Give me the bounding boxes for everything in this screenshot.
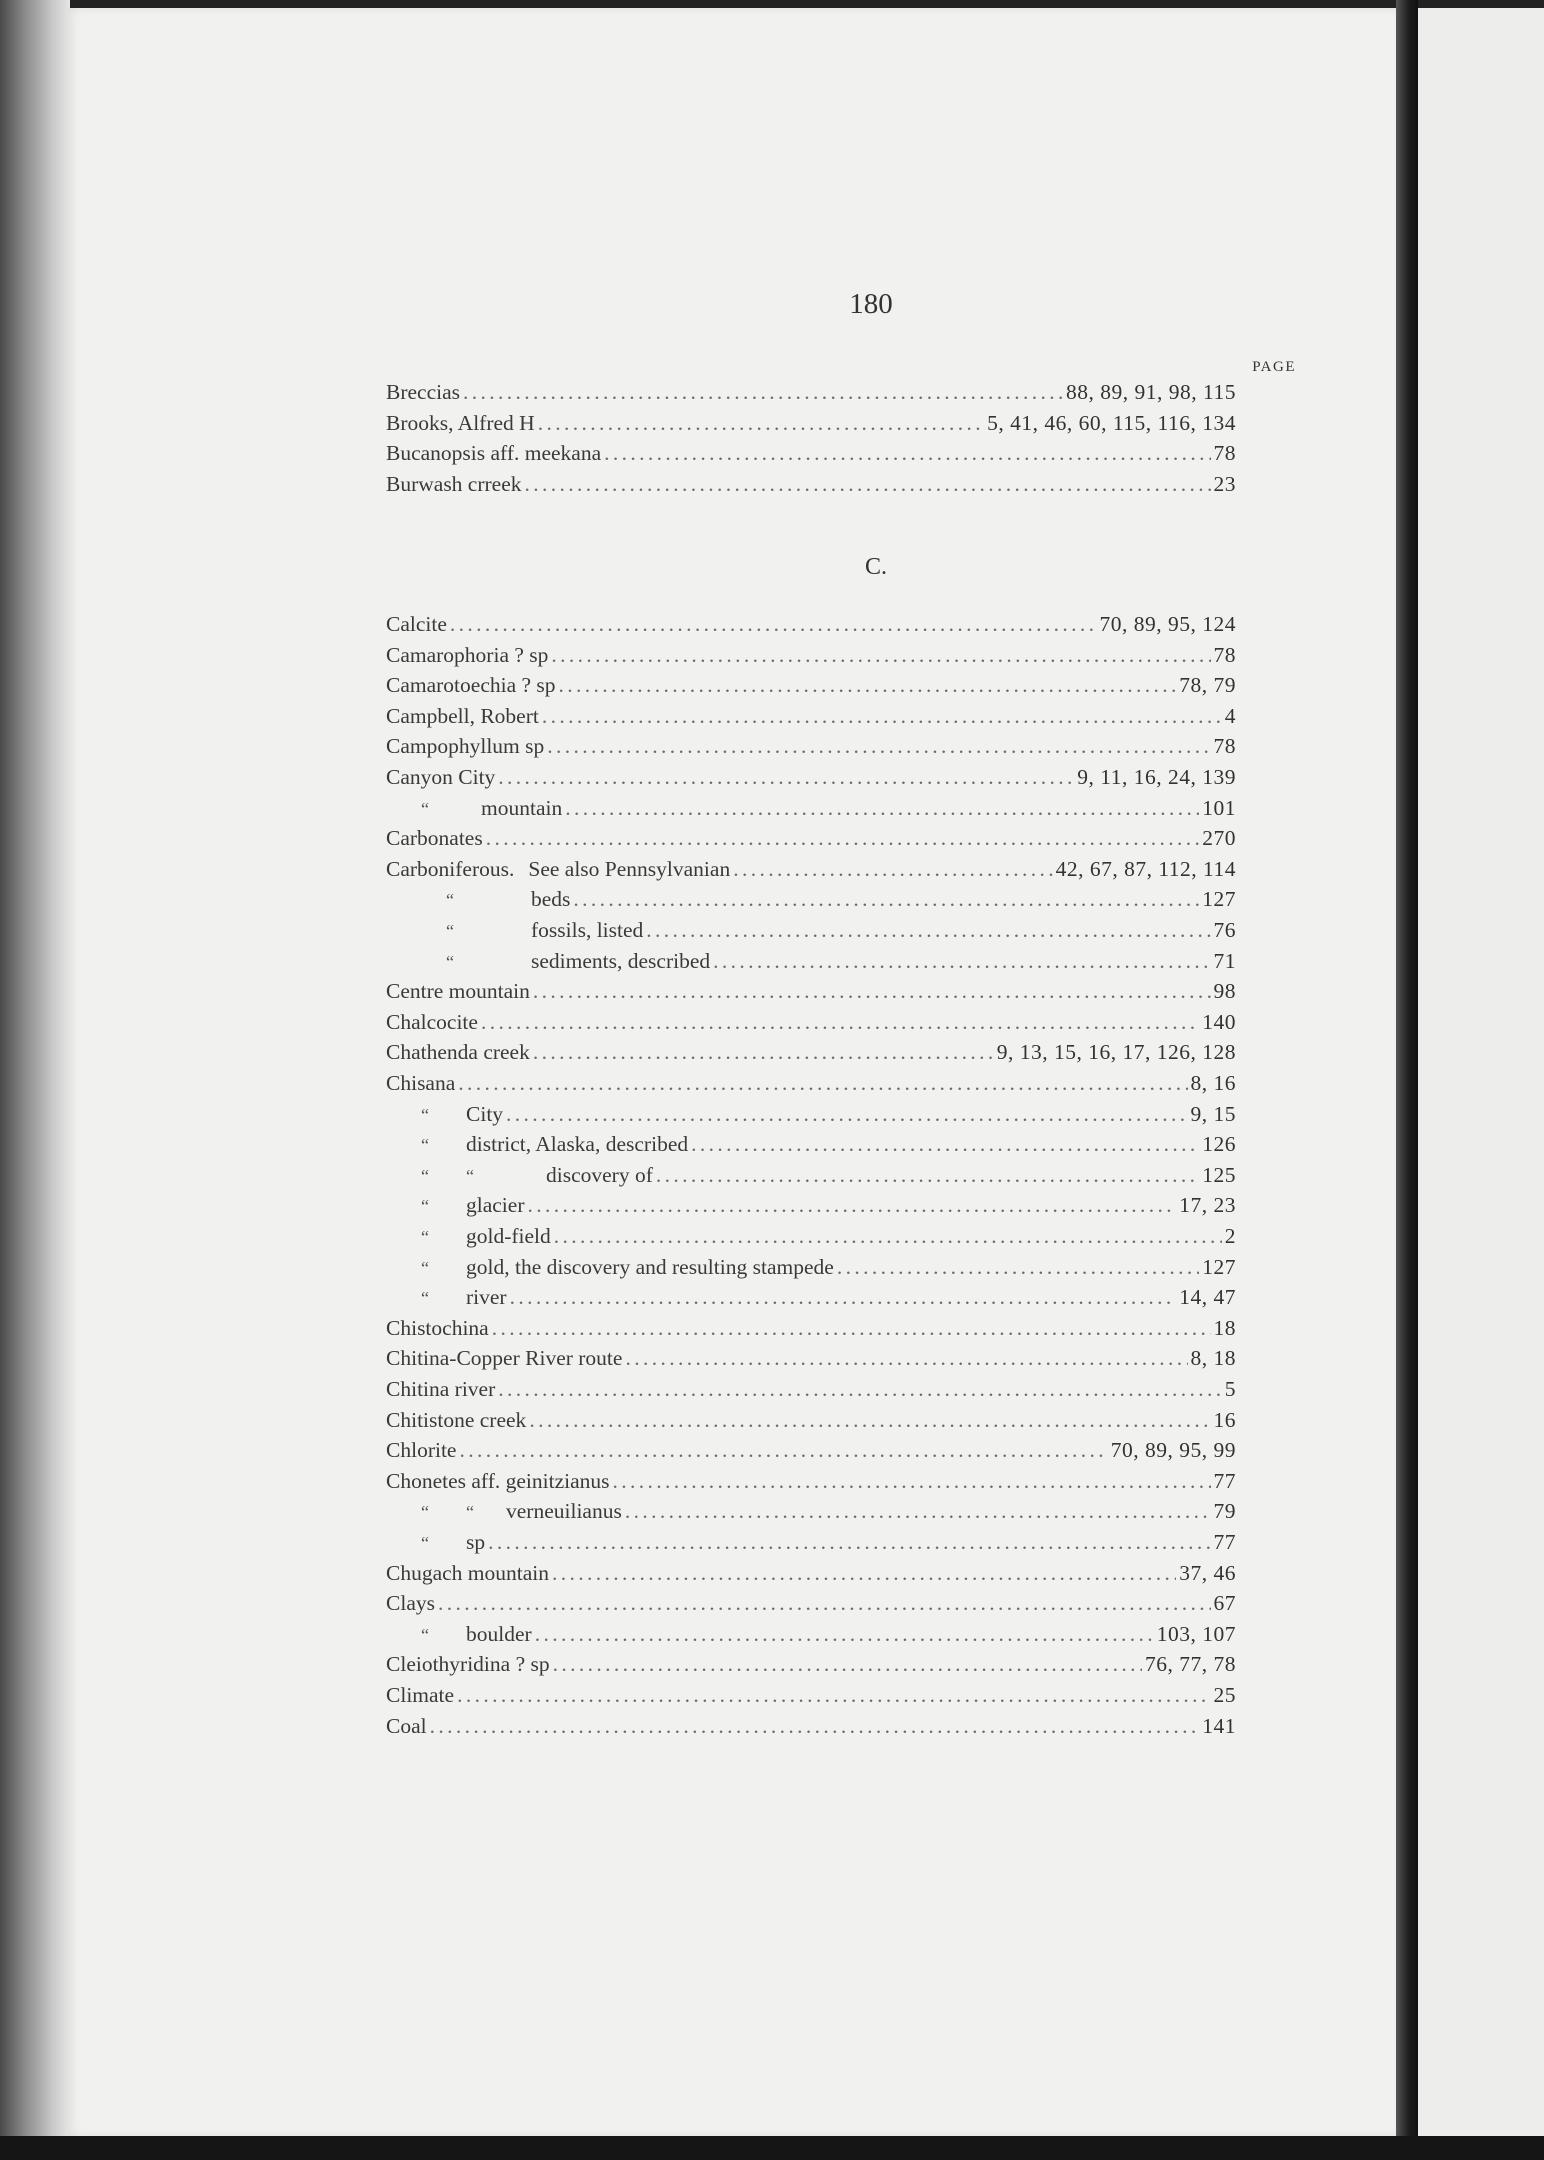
dot-leader	[533, 1040, 994, 1065]
index-entry	[386, 979, 1236, 1009]
dot-leader	[551, 643, 1210, 668]
entry-lead	[386, 734, 544, 759]
entry-lead	[386, 1102, 503, 1127]
dot-leader	[552, 1561, 1176, 1586]
entry-page-references: 9, 11, 16, 24, 139	[1077, 765, 1236, 789]
dot-leader	[510, 1285, 1177, 1310]
entry-term: Climate	[386, 1683, 455, 1707]
entry-page-references: 2	[1224, 1224, 1236, 1248]
entry-term: Chitina-Copper River route	[386, 1346, 623, 1371]
ditto-mark: “	[421, 1624, 429, 1645]
entry-page-references: 270	[1202, 826, 1236, 851]
index-entry	[386, 1346, 1236, 1376]
entry-page-references: 23	[1213, 471, 1236, 496]
dot-leader	[506, 1102, 1187, 1127]
entry-term: Camarophoria ? sp	[386, 642, 549, 667]
entry-term: Brooks, Alfred H	[386, 410, 535, 435]
entry-page-references: 25	[1213, 1683, 1236, 1707]
entry-term: Canyon City	[386, 765, 496, 789]
entry-lead	[386, 1622, 532, 1647]
index-entry	[386, 887, 1236, 917]
entry-lead	[386, 1316, 489, 1341]
entry-term: glacier	[466, 1193, 525, 1218]
entry-page-references: 9, 13, 15, 16, 17, 126, 128	[996, 1040, 1236, 1065]
dot-leader	[459, 1438, 1107, 1463]
entry-page-references: 103, 107	[1156, 1621, 1236, 1646]
entry-page-references: 9, 15	[1190, 1101, 1236, 1126]
entry-page-references: 4	[1224, 703, 1236, 728]
entry-term: mountain	[481, 795, 563, 820]
entry-term: Bucanopsis aff. meekana	[386, 441, 602, 466]
dot-leader	[438, 1591, 1211, 1616]
entry-lead	[386, 765, 495, 790]
entry-lead	[386, 979, 530, 1004]
entry-lead	[386, 380, 460, 405]
index-entry	[386, 380, 1236, 410]
index-entry	[386, 441, 1236, 471]
index-entry	[386, 1683, 1236, 1713]
index-entry	[386, 1285, 1236, 1315]
entry-term: fossils, listed	[531, 918, 644, 942]
entry-page-references: 37, 46	[1179, 1560, 1236, 1585]
entry-term: Breccias	[386, 380, 461, 404]
dot-leader	[492, 1316, 1211, 1341]
entry-lead	[386, 826, 483, 851]
dot-leader	[565, 796, 1199, 821]
entry-lead	[386, 1040, 530, 1065]
entry-page-references: 5, 41, 46, 60, 115, 116, 134	[987, 410, 1236, 435]
entry-page-references: 98	[1213, 979, 1236, 1004]
dot-leader	[547, 734, 1210, 759]
entry-lead	[386, 1469, 610, 1494]
book-page	[66, 8, 1396, 2136]
entry-term: Chitistone creek	[386, 1407, 527, 1432]
index-entries	[66, 8, 1396, 2136]
dot-leader	[457, 1683, 1210, 1708]
ditto-mark: “	[446, 890, 454, 911]
entry-term: Chalcocite	[386, 1009, 478, 1034]
entry-term: river	[466, 1285, 507, 1310]
index-entry	[386, 673, 1236, 703]
entry-term: Carboniferous.	[386, 856, 515, 881]
entry-term: Chlorite	[386, 1438, 457, 1463]
entry-lead	[386, 1377, 495, 1402]
entry-page-references: 78, 79	[1179, 673, 1236, 698]
index-entry	[386, 734, 1236, 764]
section-heading-c: C.	[864, 554, 887, 580]
index-entry	[386, 1132, 1236, 1162]
entry-page-references: 5	[1224, 1377, 1236, 1401]
ditto-mark: “	[421, 1257, 429, 1278]
dot-leader	[535, 1622, 1154, 1647]
ditto-mark: “	[421, 1227, 429, 1247]
index-entry	[386, 949, 1236, 979]
dot-leader	[713, 949, 1210, 974]
dot-leader	[533, 979, 1211, 1004]
entry-page-references: 78	[1213, 642, 1236, 667]
entry-term: gold, the discovery and resulting stampede	[466, 1254, 834, 1279]
entry-page-references: 70, 89, 95, 124	[1099, 612, 1236, 636]
entry-lead	[386, 411, 535, 436]
ditto-mark-second: “	[466, 1502, 474, 1523]
ditto-mark: “	[446, 951, 454, 972]
dot-leader	[542, 704, 1222, 729]
index-entry	[386, 1102, 1236, 1132]
entry-lead	[386, 796, 562, 821]
index-entry	[386, 796, 1236, 826]
entry-term: Burwash crreek	[386, 471, 522, 496]
ditto-mark: “	[421, 1502, 429, 1523]
entry-page-references: 67	[1213, 1591, 1236, 1616]
index-entry	[386, 1652, 1236, 1682]
entry-page-references: 42, 67, 87, 112, 114	[1055, 856, 1236, 881]
dot-leader	[430, 1714, 1200, 1739]
entry-lead	[386, 673, 556, 698]
index-entry	[386, 472, 1236, 502]
book-gutter	[1396, 0, 1418, 2160]
entry-page-references: 70, 89, 95, 99	[1110, 1438, 1236, 1463]
entry-term: verneuilianus	[506, 1499, 622, 1524]
entry-page-references: 78	[1213, 441, 1236, 466]
entry-term: Campbell, Robert	[386, 703, 539, 728]
dot-leader	[450, 612, 1097, 637]
scan-bottom-edge	[0, 2136, 1544, 2160]
dot-leader	[538, 411, 984, 436]
ditto-mark: “	[421, 1135, 429, 1156]
index-entry	[386, 1714, 1236, 1744]
entry-lead	[386, 887, 570, 912]
dot-leader	[488, 1530, 1210, 1555]
book-left-edge	[0, 0, 70, 2160]
index-entry	[386, 1193, 1236, 1223]
entry-page-references: 101	[1202, 795, 1236, 820]
dot-leader	[463, 380, 1063, 405]
page-column-label: PAGE	[1252, 359, 1296, 375]
index-entry	[386, 1622, 1236, 1652]
ditto-mark: “	[421, 798, 429, 819]
dot-leader	[691, 1132, 1199, 1157]
entry-lead	[386, 1163, 653, 1188]
entry-cross-reference: See also Pennsylvanian	[528, 856, 731, 881]
entry-lead	[386, 441, 601, 466]
entry-lead	[386, 949, 710, 974]
entry-lead	[386, 1438, 456, 1463]
index-entry	[386, 1377, 1236, 1407]
entry-page-references: 78	[1213, 734, 1236, 759]
index-entry	[386, 1499, 1236, 1529]
index-entry	[386, 1316, 1236, 1346]
entry-term: Campophyllum sp	[386, 734, 545, 759]
ditto-mark-second: “	[466, 1165, 474, 1186]
index-entry	[386, 1408, 1236, 1438]
entry-term: discovery of	[546, 1162, 653, 1187]
dot-leader	[554, 1224, 1222, 1249]
entry-lead	[386, 1255, 834, 1280]
entry-term: district, Alaska, described	[466, 1132, 689, 1157]
dot-leader	[646, 918, 1210, 943]
dot-leader	[481, 1010, 1199, 1035]
index-entry	[386, 1469, 1236, 1499]
dot-leader	[458, 1071, 1187, 1096]
entry-page-references: 17, 23	[1179, 1193, 1236, 1218]
entry-term: Camarotoechia ? sp	[386, 673, 556, 698]
index-entry	[386, 1438, 1236, 1468]
dot-leader	[498, 765, 1074, 790]
index-entry	[386, 612, 1236, 642]
dot-leader	[525, 472, 1211, 497]
index-entry	[386, 704, 1236, 734]
entry-page-references: 76, 77, 78	[1145, 1652, 1236, 1677]
entry-page-references: 77	[1213, 1530, 1236, 1554]
dot-leader	[625, 1346, 1187, 1371]
dot-leader	[486, 826, 1200, 851]
dot-leader	[553, 1652, 1142, 1677]
entry-term: Chugach mountain	[386, 1560, 550, 1585]
dot-leader	[656, 1163, 1199, 1188]
index-entry	[386, 1530, 1236, 1560]
entry-page-references: 77	[1213, 1468, 1236, 1493]
entry-lead	[386, 704, 539, 729]
index-entry	[386, 1224, 1236, 1254]
entry-lead	[386, 1683, 454, 1708]
entry-lead	[386, 1010, 478, 1035]
entry-page-references: 71	[1213, 948, 1236, 973]
index-entry	[386, 918, 1236, 948]
entry-lead	[386, 1071, 455, 1096]
entry-term: Chitina river	[386, 1377, 496, 1401]
entry-lead	[386, 1714, 427, 1739]
entry-term: Calcite	[386, 612, 447, 636]
index-entry	[386, 765, 1236, 795]
dot-leader	[733, 857, 1052, 882]
dot-leader	[559, 673, 1177, 698]
dot-leader	[625, 1499, 1211, 1524]
entry-term: Chonetes aff. geinitzianus	[386, 1468, 610, 1493]
entry-page-references: 8, 16	[1190, 1071, 1236, 1095]
entry-term: Chisana	[386, 1071, 456, 1095]
dot-leader	[837, 1255, 1199, 1280]
entry-term: beds	[531, 887, 571, 912]
entry-lead	[386, 1408, 526, 1433]
dot-leader	[498, 1377, 1221, 1402]
dot-leader	[604, 441, 1210, 466]
ditto-mark: “	[421, 1533, 429, 1553]
entry-term: sediments, described	[531, 948, 711, 973]
ditto-mark: “	[421, 1165, 429, 1186]
entry-lead	[386, 1652, 550, 1677]
index-entry	[386, 1040, 1236, 1070]
entry-page-references: 127	[1202, 887, 1236, 912]
entry-lead	[386, 1561, 549, 1586]
entry-lead	[386, 1591, 435, 1616]
entry-page-references: 141	[1202, 1713, 1236, 1738]
entry-term: Clays	[386, 1591, 435, 1616]
entry-lead	[386, 918, 643, 943]
entry-page-references: 8, 18	[1190, 1346, 1236, 1371]
entry-lead	[386, 1499, 622, 1524]
entry-term: Carbonates	[386, 826, 483, 851]
entry-page-references: 76	[1213, 918, 1236, 942]
entry-lead	[386, 1530, 485, 1555]
entry-page-references: 79	[1213, 1499, 1236, 1524]
entry-page-references: 18	[1213, 1315, 1236, 1340]
entry-lead	[386, 1346, 622, 1371]
entry-term: Chistochina	[386, 1315, 489, 1340]
entry-page-references: 14, 47	[1179, 1285, 1236, 1310]
entry-page-references: 16	[1213, 1407, 1236, 1432]
entry-page-references: 140	[1202, 1009, 1236, 1034]
index-entry	[386, 826, 1236, 856]
entry-term: boulder	[466, 1621, 532, 1646]
ditto-mark: “	[421, 1288, 429, 1309]
index-entry	[386, 1071, 1236, 1101]
entry-term: gold-field	[466, 1224, 551, 1248]
index-entry	[386, 411, 1236, 441]
index-entry	[386, 857, 1236, 887]
entry-lead	[386, 1193, 525, 1218]
entry-lead	[386, 472, 522, 497]
entry-lead	[386, 1132, 688, 1157]
entry-term: sp	[466, 1530, 486, 1554]
index-entry	[386, 643, 1236, 673]
entry-term: Chathenda creek	[386, 1040, 530, 1065]
ditto-mark: “	[421, 1196, 429, 1217]
dot-leader	[613, 1469, 1211, 1494]
entry-lead	[386, 643, 548, 668]
ditto-mark: “	[446, 921, 454, 941]
entry-term: Coal	[386, 1713, 427, 1738]
index-entry	[386, 1163, 1236, 1193]
entry-page-references: 88, 89, 91, 98, 115	[1066, 380, 1236, 404]
index-entry	[386, 1010, 1236, 1040]
entry-page-references: 127	[1202, 1254, 1236, 1279]
entry-lead	[386, 857, 730, 882]
entry-term: City	[466, 1101, 504, 1126]
entry-lead	[386, 612, 447, 637]
dot-leader	[529, 1408, 1210, 1433]
page-number: 180	[849, 288, 893, 320]
entry-page-references: 125	[1202, 1162, 1236, 1187]
index-entry	[386, 1255, 1236, 1285]
entry-lead	[386, 1224, 551, 1249]
entry-term: Cleiothyridina ? sp	[386, 1652, 550, 1677]
dot-leader	[573, 887, 1199, 912]
entry-lead	[386, 1285, 507, 1310]
facing-page-edge	[1418, 8, 1544, 2136]
dot-leader	[528, 1193, 1177, 1218]
index-entry	[386, 1561, 1236, 1591]
ditto-mark: “	[421, 1104, 429, 1125]
index-entry	[386, 1591, 1236, 1621]
entry-page-references: 126	[1202, 1132, 1236, 1157]
entry-term: Centre mountain	[386, 979, 530, 1004]
